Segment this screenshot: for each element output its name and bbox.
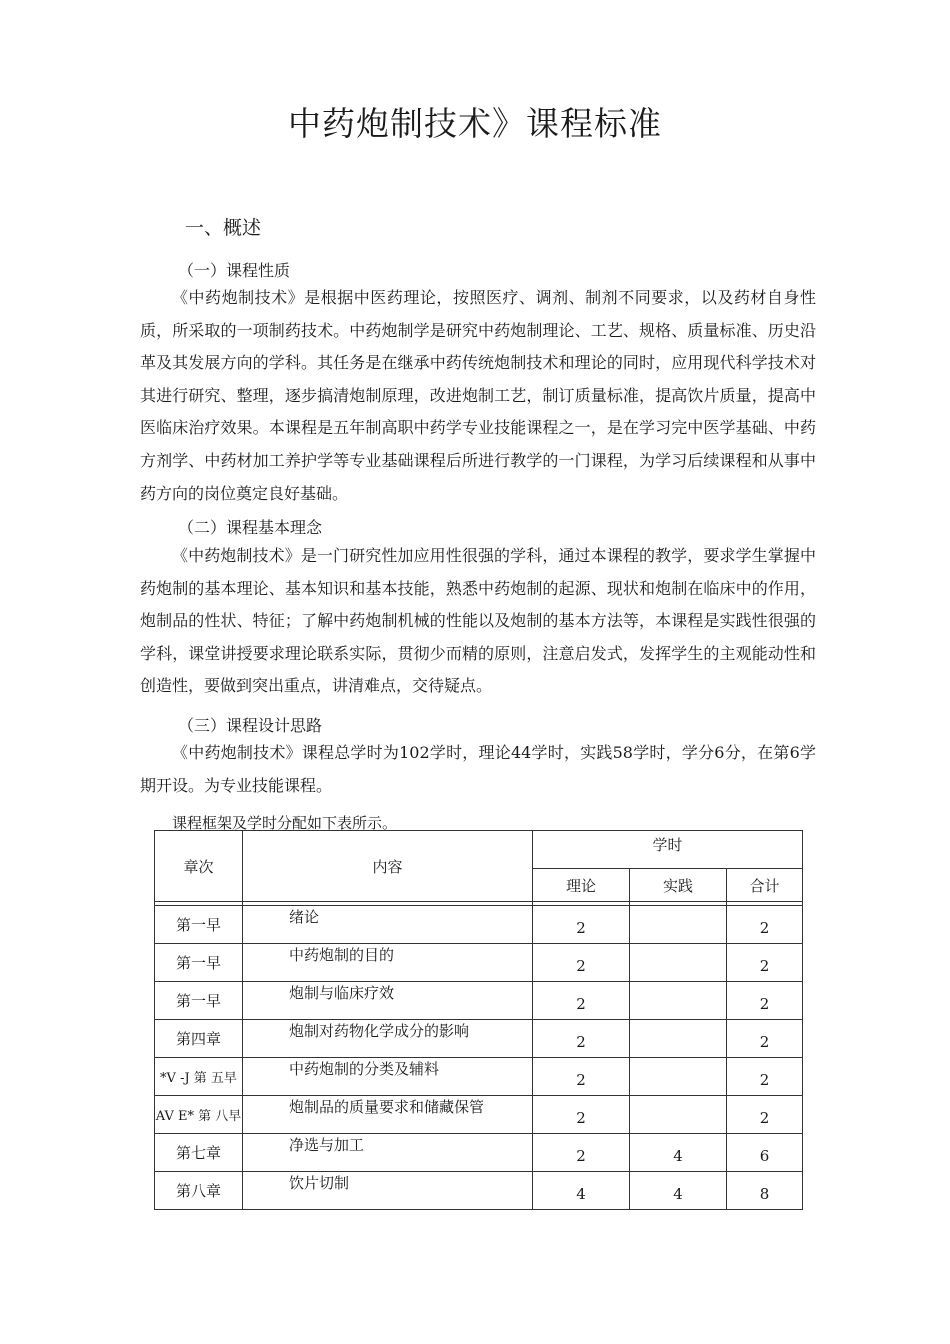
- total-cell: 6: [727, 1134, 803, 1172]
- header-practice: 实践: [630, 869, 727, 902]
- subsection-heading-design: （三）课程设计思路: [178, 716, 323, 735]
- total-cell: 2: [727, 982, 803, 1020]
- total-cell: 2: [727, 1058, 803, 1096]
- subsection-heading-philosophy: （二）课程基本理念: [178, 518, 323, 537]
- table-caption: 课程框架及学时分配如下表所示。: [172, 814, 398, 832]
- header-hours: 学时: [533, 831, 803, 869]
- content-cell: 中药炮制的目的: [243, 944, 533, 982]
- chapter-cell: 第一早: [155, 944, 243, 982]
- subsection-heading-nature: （一）课程性质: [178, 261, 291, 280]
- total-cell: 2: [727, 944, 803, 982]
- theory-cell: 4: [533, 1172, 630, 1210]
- table-row: [155, 906, 803, 944]
- total-cell: 2: [727, 1096, 803, 1134]
- theory-cell: 2: [533, 906, 630, 944]
- total-cell: 2: [727, 906, 803, 944]
- table-row: [155, 1134, 803, 1172]
- theory-cell: 2: [533, 1134, 630, 1172]
- content-cell: 炮制与临床疗效: [243, 982, 533, 1020]
- chapter-cell: 第一早: [155, 982, 243, 1020]
- practice-cell: 4: [630, 1172, 727, 1210]
- practice-cell: [630, 1058, 727, 1096]
- content-cell: 炮制对药物化学成分的影响: [243, 1020, 533, 1058]
- practice-cell: [630, 1096, 727, 1134]
- content-cell: 饮片切制: [243, 1172, 533, 1210]
- content-cell: 净选与加工: [243, 1134, 533, 1172]
- table-row: [155, 1096, 803, 1134]
- page-title: 中药炮制技术》课程标准: [288, 104, 662, 143]
- paragraph-philosophy: 《中药炮制技术》是一门研究性加应用性很强的学科，通过本课程的教学，要求学生掌握中药炮制的基本理论、基本知识和基本技能，熟悉中药炮制的起源、现状和炮制在临床中的作用，炮制品的性状、特征；了解中药炮制机械的性能以及炮制的基本方法等，本课程是实践性很强的学科，课堂讲授要求理论联系实际，贯彻少而精的原则，注意启发式，发挥学生的主观能动性和创造性，要做到突出重点，讲清难点，交待疑点。: [140, 546, 816, 696]
- table-row: [155, 1058, 803, 1096]
- table-row: [155, 1172, 803, 1210]
- practice-cell: [630, 982, 727, 1020]
- paragraph-design: 《中药炮制技术》课程总学时为102学时，理论44学时，实践58学时，学分6分，在第6学期开设。为专业技能课程。: [140, 743, 816, 795]
- theory-cell: 2: [533, 944, 630, 982]
- table-row: [155, 944, 803, 982]
- theory-cell: 2: [533, 1096, 630, 1134]
- total-cell: 2: [727, 1020, 803, 1058]
- practice-cell: [630, 1020, 727, 1058]
- theory-cell: 2: [533, 1058, 630, 1096]
- header-theory: 理论: [533, 869, 630, 902]
- paragraph-nature: 《中药炮制技术》是根据中医药理论，按照医疗、调剂、制剂不同要求，以及药材自身性质，所采取的一项制药技术。中药炮制学是研究中药炮制理论、工艺、规格、质量标准、历史沿革及其发展方向的学科。其任务是在继承中药传统炮制技术和理论的同时，应用现代科学技术对其进行研究、整理，逐步搞清炮制原理，改进炮制工艺，制订质量标准，提高饮片质量，提高中医临床治疗效果。本课程是五年制高职中药学专业技能课程之一，是在学习完中医学基础、中药方剂学、中药材加工养护学等专业基础课程后所进行教学的一门课程，为学习后续课程和从事中药方向的岗位奠定良好基础。: [140, 288, 816, 503]
- table-row: [155, 1020, 803, 1058]
- section-heading-overview: 一、概述: [185, 217, 262, 239]
- content-cell: 绪论: [243, 906, 533, 944]
- theory-cell: 2: [533, 982, 630, 1020]
- course-hours-table: [154, 830, 803, 1210]
- chapter-cell: 第八章: [155, 1172, 243, 1210]
- header-total: 合计: [727, 869, 803, 902]
- header-chapter: 章次: [155, 831, 243, 902]
- chapter-cell: AV E* 第 八早: [155, 1096, 243, 1134]
- chapter-cell: 第七章: [155, 1134, 243, 1172]
- header-content: 内容: [243, 831, 533, 902]
- chapter-cell: 第四章: [155, 1020, 243, 1058]
- practice-cell: [630, 944, 727, 982]
- content-cell: 中药炮制的分类及辅料: [243, 1058, 533, 1096]
- practice-cell: 4: [630, 1134, 727, 1172]
- total-cell: 8: [727, 1172, 803, 1210]
- chapter-cell: *V -J 第 五早: [155, 1058, 243, 1096]
- practice-cell: [630, 906, 727, 944]
- table-row: [155, 982, 803, 1020]
- content-cell: 炮制品的质量要求和储藏保管: [243, 1096, 533, 1134]
- theory-cell: 2: [533, 1020, 630, 1058]
- chapter-cell: 第一早: [155, 906, 243, 944]
